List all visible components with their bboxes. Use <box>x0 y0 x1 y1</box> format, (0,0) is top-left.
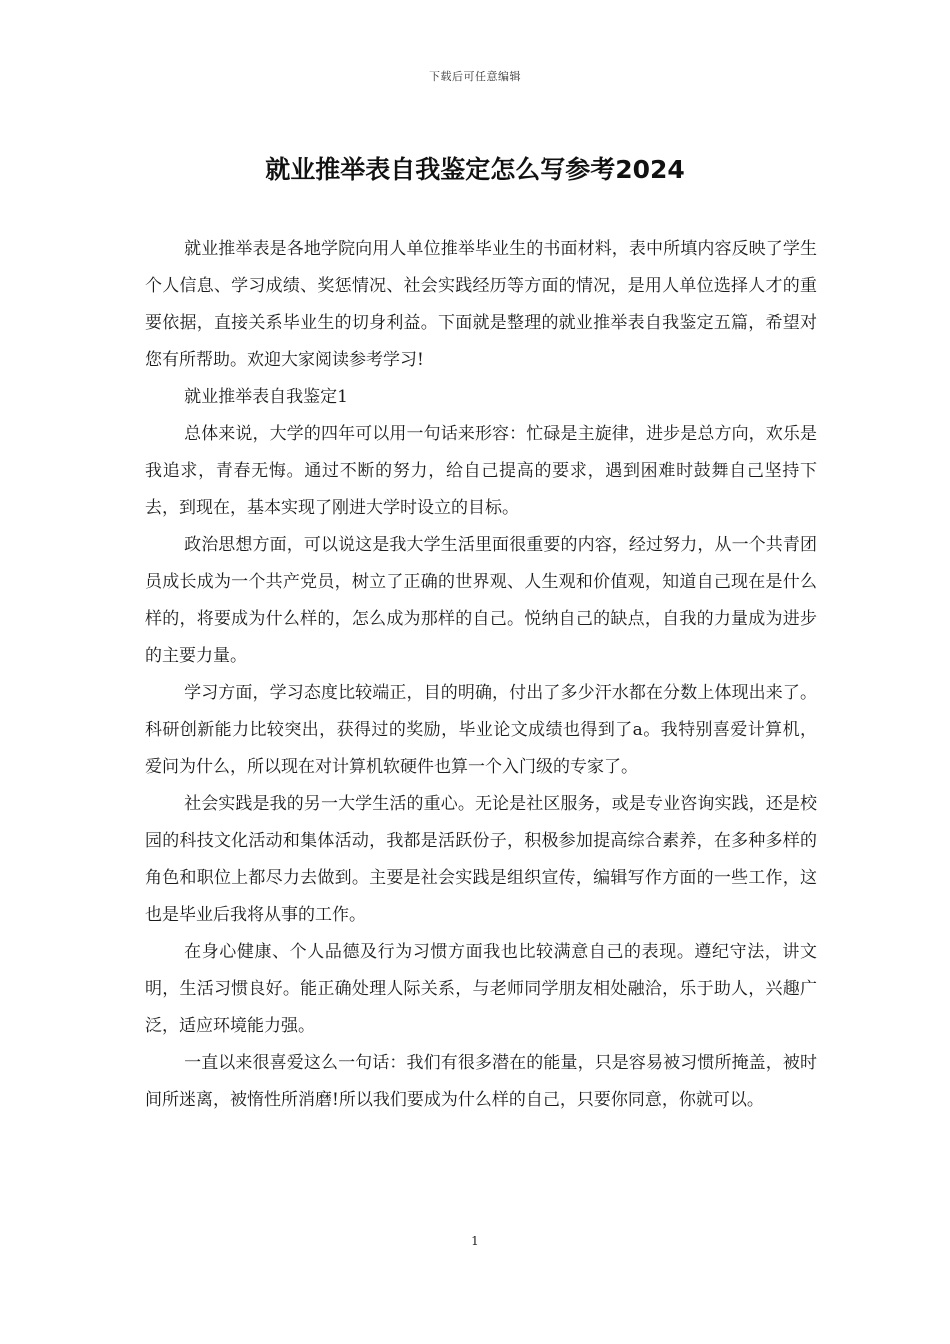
intro-paragraph: 就业推举表是各地学院向用人单位推举毕业生的书面材料，表中所填内容反映了学生个人信息、学习成绩、奖惩情况、社会实践经历等方面的情况，是用人单位选择人才的重要依据，直接关系毕业生的切身利益。下面就是整理的就业推举表自我鉴定五篇，希望对您有所帮助。欢迎大家阅读参考学习! <box>145 239 817 370</box>
body-paragraph: 一直以来很喜爱这么一句话：我们有很多潜在的能量，只是容易被习惯所掩盖，被时间所迷离，被惰性所消磨!所以我们要成为什么样的自己，只要你同意，你就可以。 <box>145 1053 817 1110</box>
document-title: 就业推举表自我鉴定怎么写参考2024 <box>265 155 685 184</box>
body-paragraph: 总体来说，大学的四年可以用一句话来形容：忙碌是主旋律，进步是总方向，欢乐是我追求，青春无悔。通过不断的努力，给自己提高的要求，遇到困难时鼓舞自己坚持下去，到现在，基本实现了刚进大学时设立的目标。 <box>145 424 817 518</box>
page-number: 1 <box>471 1234 479 1248</box>
body-paragraph: 社会实践是我的另一大学生活的重心。无论是社区服务，或是专业咨询实践，还是校园的科技文化活动和集体活动，我都是活跃份子，积极参加提高综合素养，在多种多样的角色和职位上都尽力去做到。主要是社会实践是组织宣传，编辑写作方面的一些工作，这也是毕业后我将从事的工作。 <box>145 794 817 925</box>
section-heading: 就业推举表自我鉴定1 <box>184 387 348 407</box>
body-paragraph: 在身心健康、个人品德及行为习惯方面我也比较满意自己的表现。遵纪守法，讲文明，生活习惯良好。能正确处理人际关系，与老师同学朋友相处融洽，乐于助人，兴趣广泛，适应环境能力强。 <box>145 942 817 1036</box>
body-paragraph: 学习方面，学习态度比较端正，目的明确，付出了多少汗水都在分数上体现出来了。科研创新能力比较突出，获得过的奖励，毕业论文成绩也得到了a。我特别喜爱计算机，爱问为什么，所以现在对计算机软硬件也算一个入门级的专家了。 <box>145 683 817 777</box>
header-note: 下载后可任意编辑 <box>429 70 521 83</box>
document-body <box>145 231 817 1119</box>
body-paragraph: 政治思想方面，可以说这是我大学生活里面很重要的内容，经过努力，从一个共青团员成长成为一个共产党员，树立了正确的世界观、人生观和价值观，知道自己现在是什么样的，将要成为什么样的，怎么成为那样的自己。悦纳自己的缺点，自我的力量成为进步的主要力量。 <box>145 535 817 666</box>
